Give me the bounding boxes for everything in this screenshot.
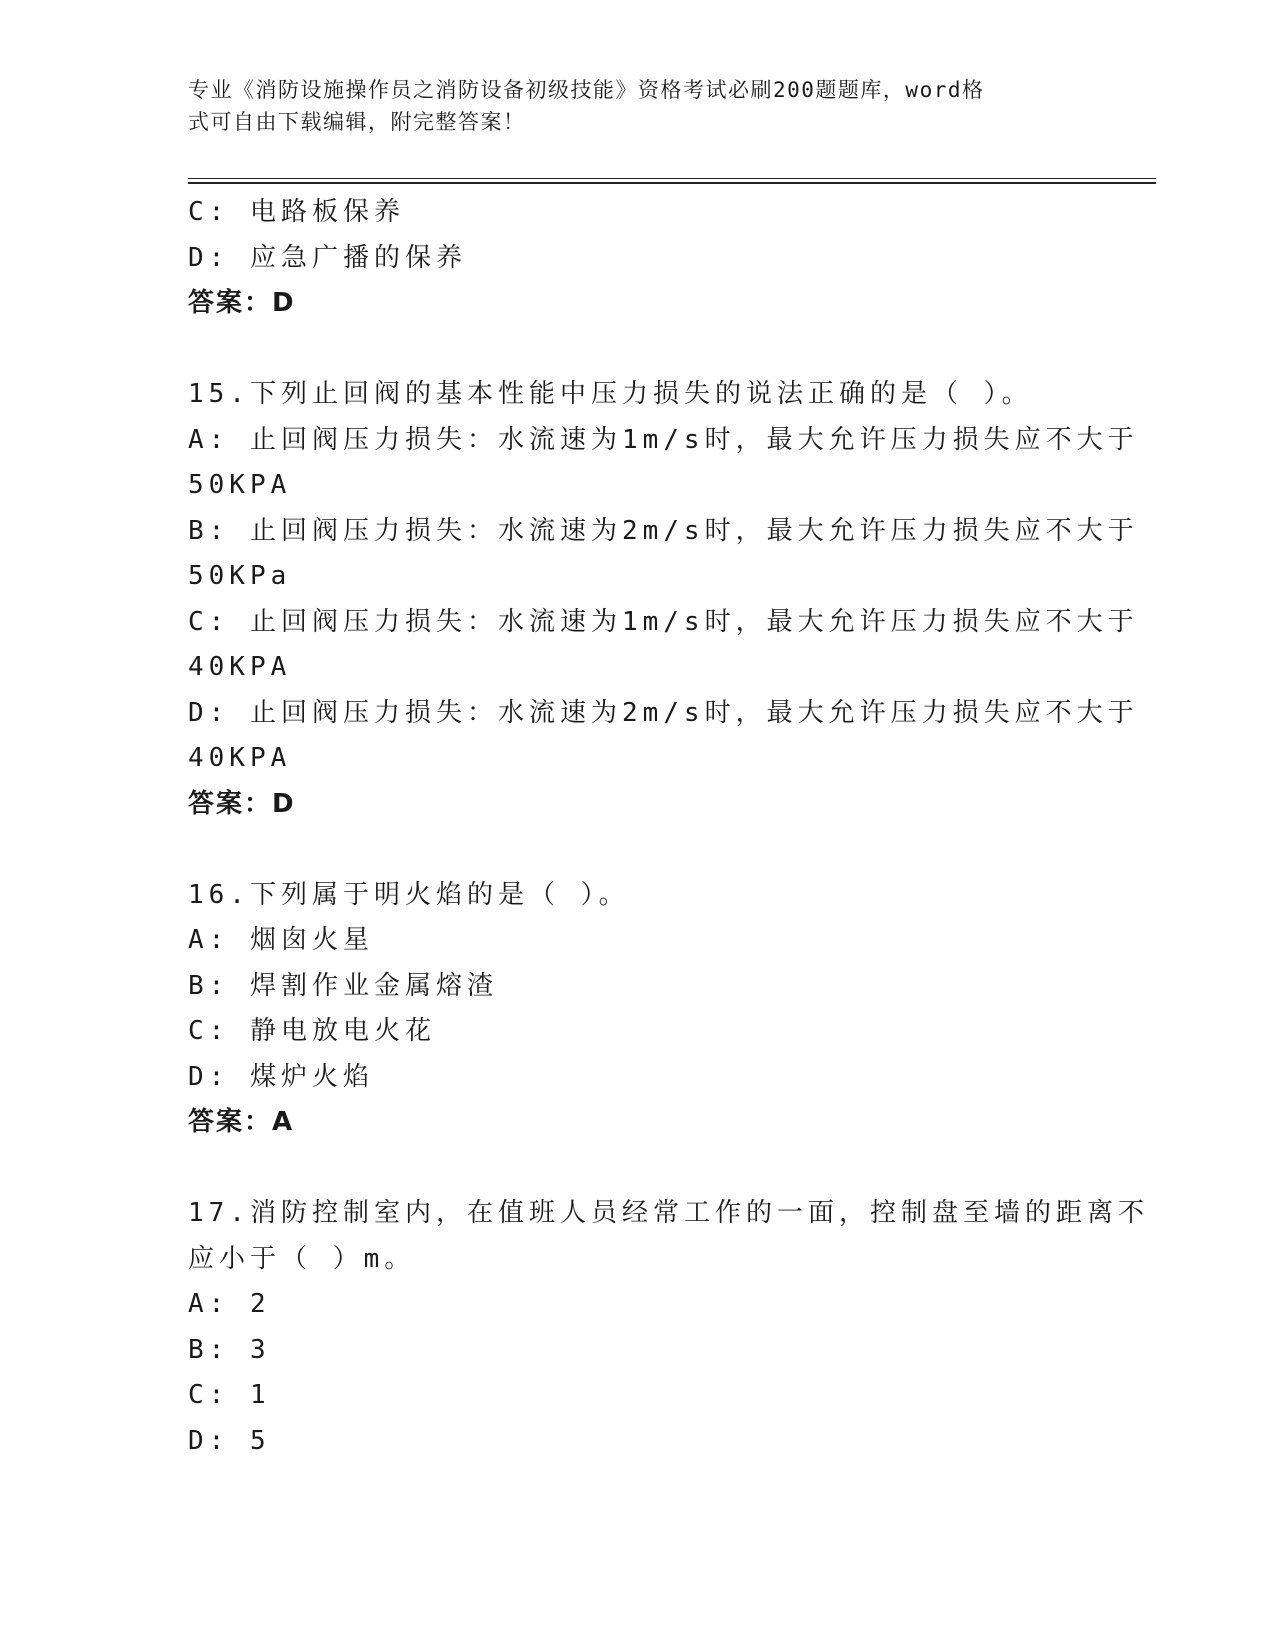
- answer-label: 答案：A: [188, 1107, 295, 1137]
- option-b: B: 3: [188, 1334, 271, 1365]
- question-block-15: [188, 372, 1139, 827]
- question-block-17: [188, 1191, 1149, 1464]
- option-a: A: 烟囱火星: [188, 925, 374, 955]
- header-divider-thick: [188, 182, 1156, 184]
- header-title-line-1: 专业《消防设施操作员之消防设备初级技能》资格考试必刷200题题库，word格: [188, 78, 985, 102]
- answer-label: 答案：D: [188, 288, 296, 318]
- document-header: [188, 74, 1068, 138]
- option-c-continued: 40KPA: [188, 652, 292, 682]
- option-c: C: 静电放电火花: [188, 1016, 436, 1046]
- option-d-continued: 40KPA: [188, 743, 292, 773]
- option-d: D: 应急广播的保养: [188, 242, 467, 273]
- option-d: D: 止回阀压力损失：水流速为2m/s时，最大允许压力损失应不大于: [188, 697, 1139, 728]
- header-title-line-2: 式可自由下载编辑，附完整答案！: [188, 110, 526, 134]
- question-stem: 15.下列止回阀的基本性能中压力损失的说法正确的是（ ）。: [188, 379, 1033, 409]
- option-a: A: 止回阀压力损失：水流速为1m/s时，最大允许压力损失应不大于: [188, 424, 1139, 455]
- question-spacer: [188, 327, 1088, 373]
- option-c: C: 1: [188, 1380, 271, 1410]
- option-a: A: 2: [188, 1289, 271, 1319]
- option-a-continued: 50KPA: [188, 470, 292, 500]
- option-d: D: 5: [188, 1425, 271, 1456]
- option-b-continued: 50KPa: [188, 561, 292, 591]
- question-stem: 17.消防控制室内，在值班人员经常工作的一面，控制盘至墙的距离不: [188, 1198, 1149, 1228]
- question-stem: 16.下列属于明火焰的是（ ）。: [188, 879, 630, 910]
- option-c: C: 电路板保养: [188, 197, 405, 227]
- question-block-16: [188, 873, 1088, 1146]
- option-c: C: 止回阀压力损失：水流速为1m/s时，最大允许压力损失应不大于: [188, 606, 1139, 637]
- option-b: B: 止回阀压力损失：水流速为2m/s时，最大允许压力损失应不大于: [188, 515, 1139, 546]
- option-d: D: 煤炉火焰: [188, 1061, 374, 1092]
- option-b: B: 焊割作业金属熔渣: [188, 970, 498, 1001]
- question-list: [188, 190, 1149, 1464]
- question-spacer: [188, 1146, 1088, 1192]
- answer-label: 答案：D: [188, 788, 296, 819]
- question-spacer: [188, 827, 1088, 873]
- header-divider-thin: [188, 178, 1156, 179]
- question-stem-continued: 应小于（ ）m。: [188, 1243, 416, 1274]
- question-block-14: [188, 190, 1088, 327]
